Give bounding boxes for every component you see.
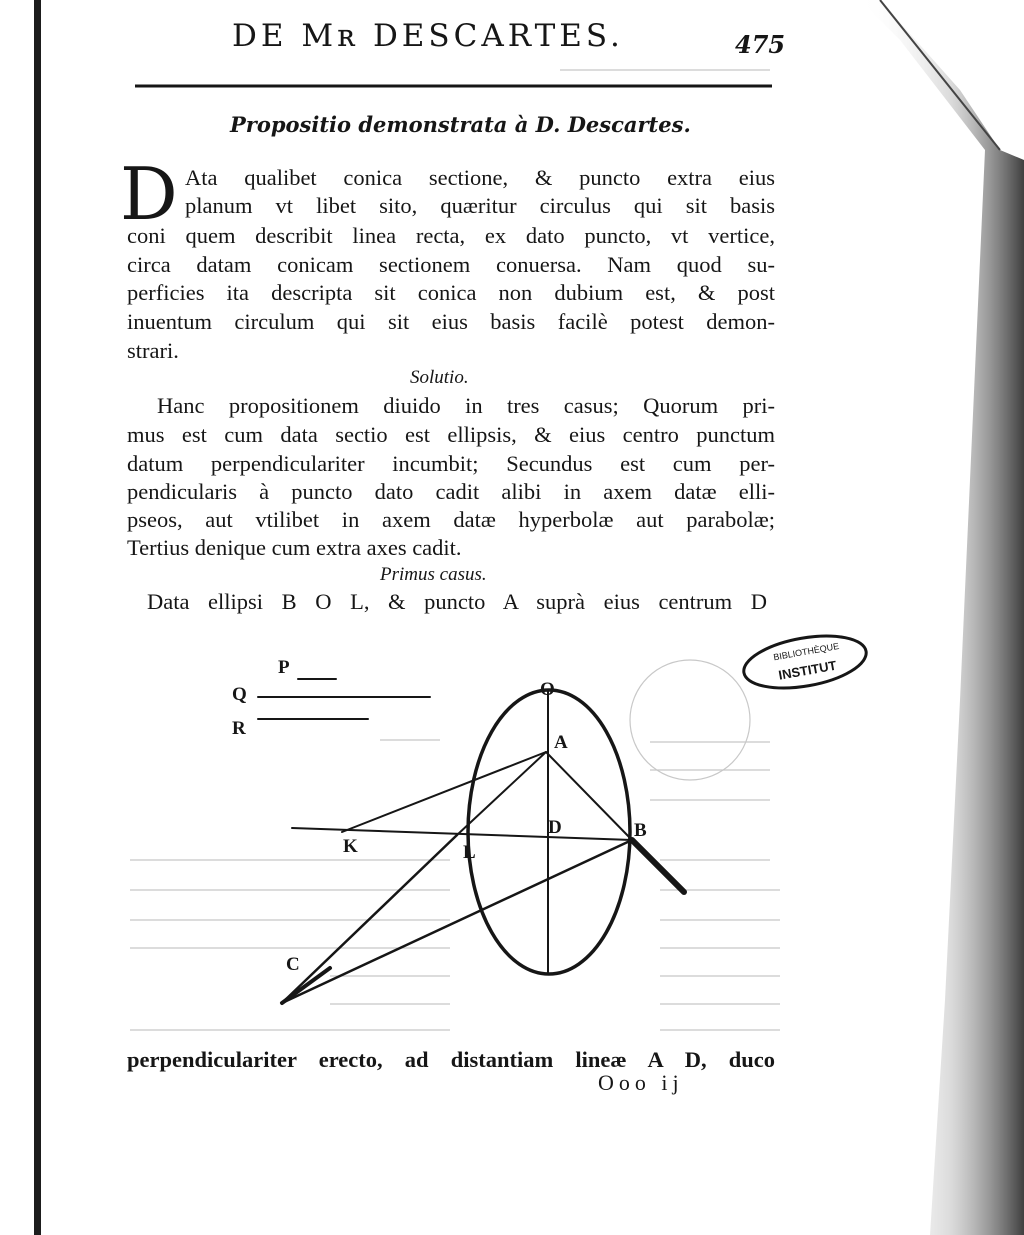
label-a: A bbox=[554, 732, 568, 753]
label-p: P bbox=[278, 657, 290, 678]
stamp-outline bbox=[740, 628, 870, 697]
label-c: C bbox=[286, 954, 300, 975]
paragraph1-line: inuentum circulum qui sit eius basis facilè potest demon- bbox=[127, 309, 775, 334]
paragraph2-line: datum perpendiculariter incumbit; Secundus est cum per- bbox=[127, 451, 775, 476]
label-r: R bbox=[232, 718, 246, 739]
bottom-line: perpendiculariter erecto, ad distantiam lineæ A D, duco bbox=[127, 1047, 775, 1072]
paragraph2-line: mus est cum data sectio est ellipsis, & eius centro punctum bbox=[127, 422, 775, 447]
primus-heading: Primus casus. bbox=[380, 564, 487, 585]
paragraph3-line: Data ellipsi B O L, & puncto A suprà eius centrum D bbox=[147, 589, 767, 614]
paragraph1-line: planum vt libet sito, quæritur circulus qui sit basis bbox=[185, 193, 775, 218]
paragraph2-line: Hanc propositionem diuido in tres casus; Quorum pri- bbox=[157, 393, 775, 418]
proposition-title: Propositio demonstrata à D. Descartes. bbox=[230, 112, 691, 137]
paragraph1-line: strari. bbox=[127, 338, 179, 363]
label-o: O bbox=[540, 679, 555, 700]
stamp-line2: INSTITUT bbox=[777, 657, 838, 683]
label-d: D bbox=[548, 817, 562, 838]
solutio-heading: Solutio. bbox=[410, 367, 469, 388]
paragraph1-line: coni quem describit linea recta, ex dato puncto, vt vertice, bbox=[127, 223, 775, 248]
paragraph2-line: pendicularis à puncto dato cadit alibi in axem datæ elli- bbox=[127, 479, 775, 504]
label-k: K bbox=[343, 836, 358, 857]
signature-mark: Ooo ij bbox=[598, 1070, 684, 1095]
stamp-line1: BIBLIOTHÈQUE bbox=[772, 640, 840, 663]
paragraph1-line: circa datam conicam sectionem conuersa. Nam quod su- bbox=[127, 252, 775, 277]
paragraph2-line: pseos, aut vtilibet in axem datæ hyperbolæ aut parabolæ; bbox=[127, 507, 775, 532]
label-l: L bbox=[463, 842, 476, 863]
label-b: B bbox=[634, 820, 647, 841]
page-number: 475 bbox=[735, 30, 786, 59]
paragraph1-line: Ata qualibet conica sectione, & puncto extra eius bbox=[185, 165, 775, 190]
drop-cap: D bbox=[120, 152, 178, 236]
paragraph2-line: Tertius denique cum extra axes cadit. bbox=[127, 535, 462, 560]
running-head: DE Mʀ DESCARTES. bbox=[232, 18, 624, 54]
label-q: Q bbox=[232, 684, 247, 705]
paragraph1-line: perficies ita descripta sit conica non dubium est, & post bbox=[127, 280, 775, 305]
